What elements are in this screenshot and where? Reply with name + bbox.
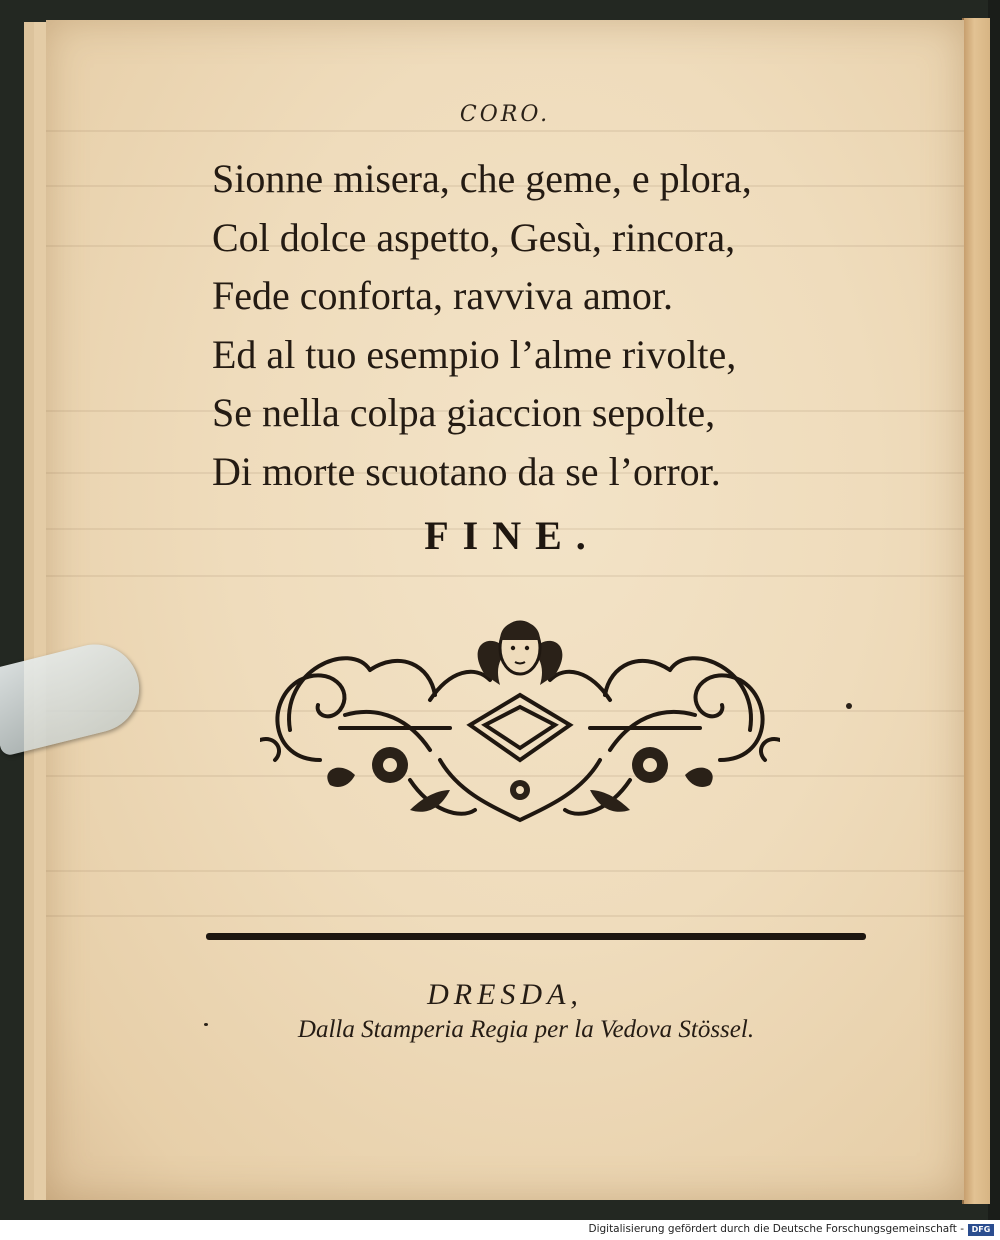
woodcut-ornament-vignette bbox=[260, 610, 780, 835]
closing-word: FINE. bbox=[424, 513, 600, 558]
verse-line: Sionne misera, che geme, e plora, bbox=[212, 156, 752, 201]
cherub-head bbox=[500, 621, 540, 674]
verse-line: Di morte scuotano da se l’orror. bbox=[212, 448, 721, 494]
footer-bar bbox=[0, 1220, 1000, 1240]
imprint-printer: Dalla Stamperia Regia per la Vedova Stössel. bbox=[297, 1016, 755, 1043]
verse-line: Se nella colpa giaccion sepolte, bbox=[212, 390, 716, 435]
verse-line: Ed al tuo esempio l’alme rivolte, bbox=[212, 331, 737, 377]
verse-stanza bbox=[212, 150, 752, 501]
book-page bbox=[46, 20, 964, 1200]
section-heading: CORO. bbox=[459, 102, 551, 127]
dfg-logo-icon: DFG bbox=[968, 1224, 994, 1236]
horizontal-rule bbox=[206, 933, 866, 940]
ink-speck bbox=[204, 1023, 208, 1026]
funding-credit: Digitalisierung gefördert durch die Deutsche Forschungsgemeinschaft - bbox=[588, 1223, 964, 1235]
ink-speck bbox=[846, 703, 852, 709]
imprint-city: DRESDA, bbox=[427, 978, 583, 1011]
facing-page-edge bbox=[962, 18, 990, 1204]
verse-line: Fede conforta, ravviva amor. bbox=[212, 273, 673, 318]
verse-line: Col dolce aspetto, Gesù, rincora, bbox=[212, 214, 736, 260]
